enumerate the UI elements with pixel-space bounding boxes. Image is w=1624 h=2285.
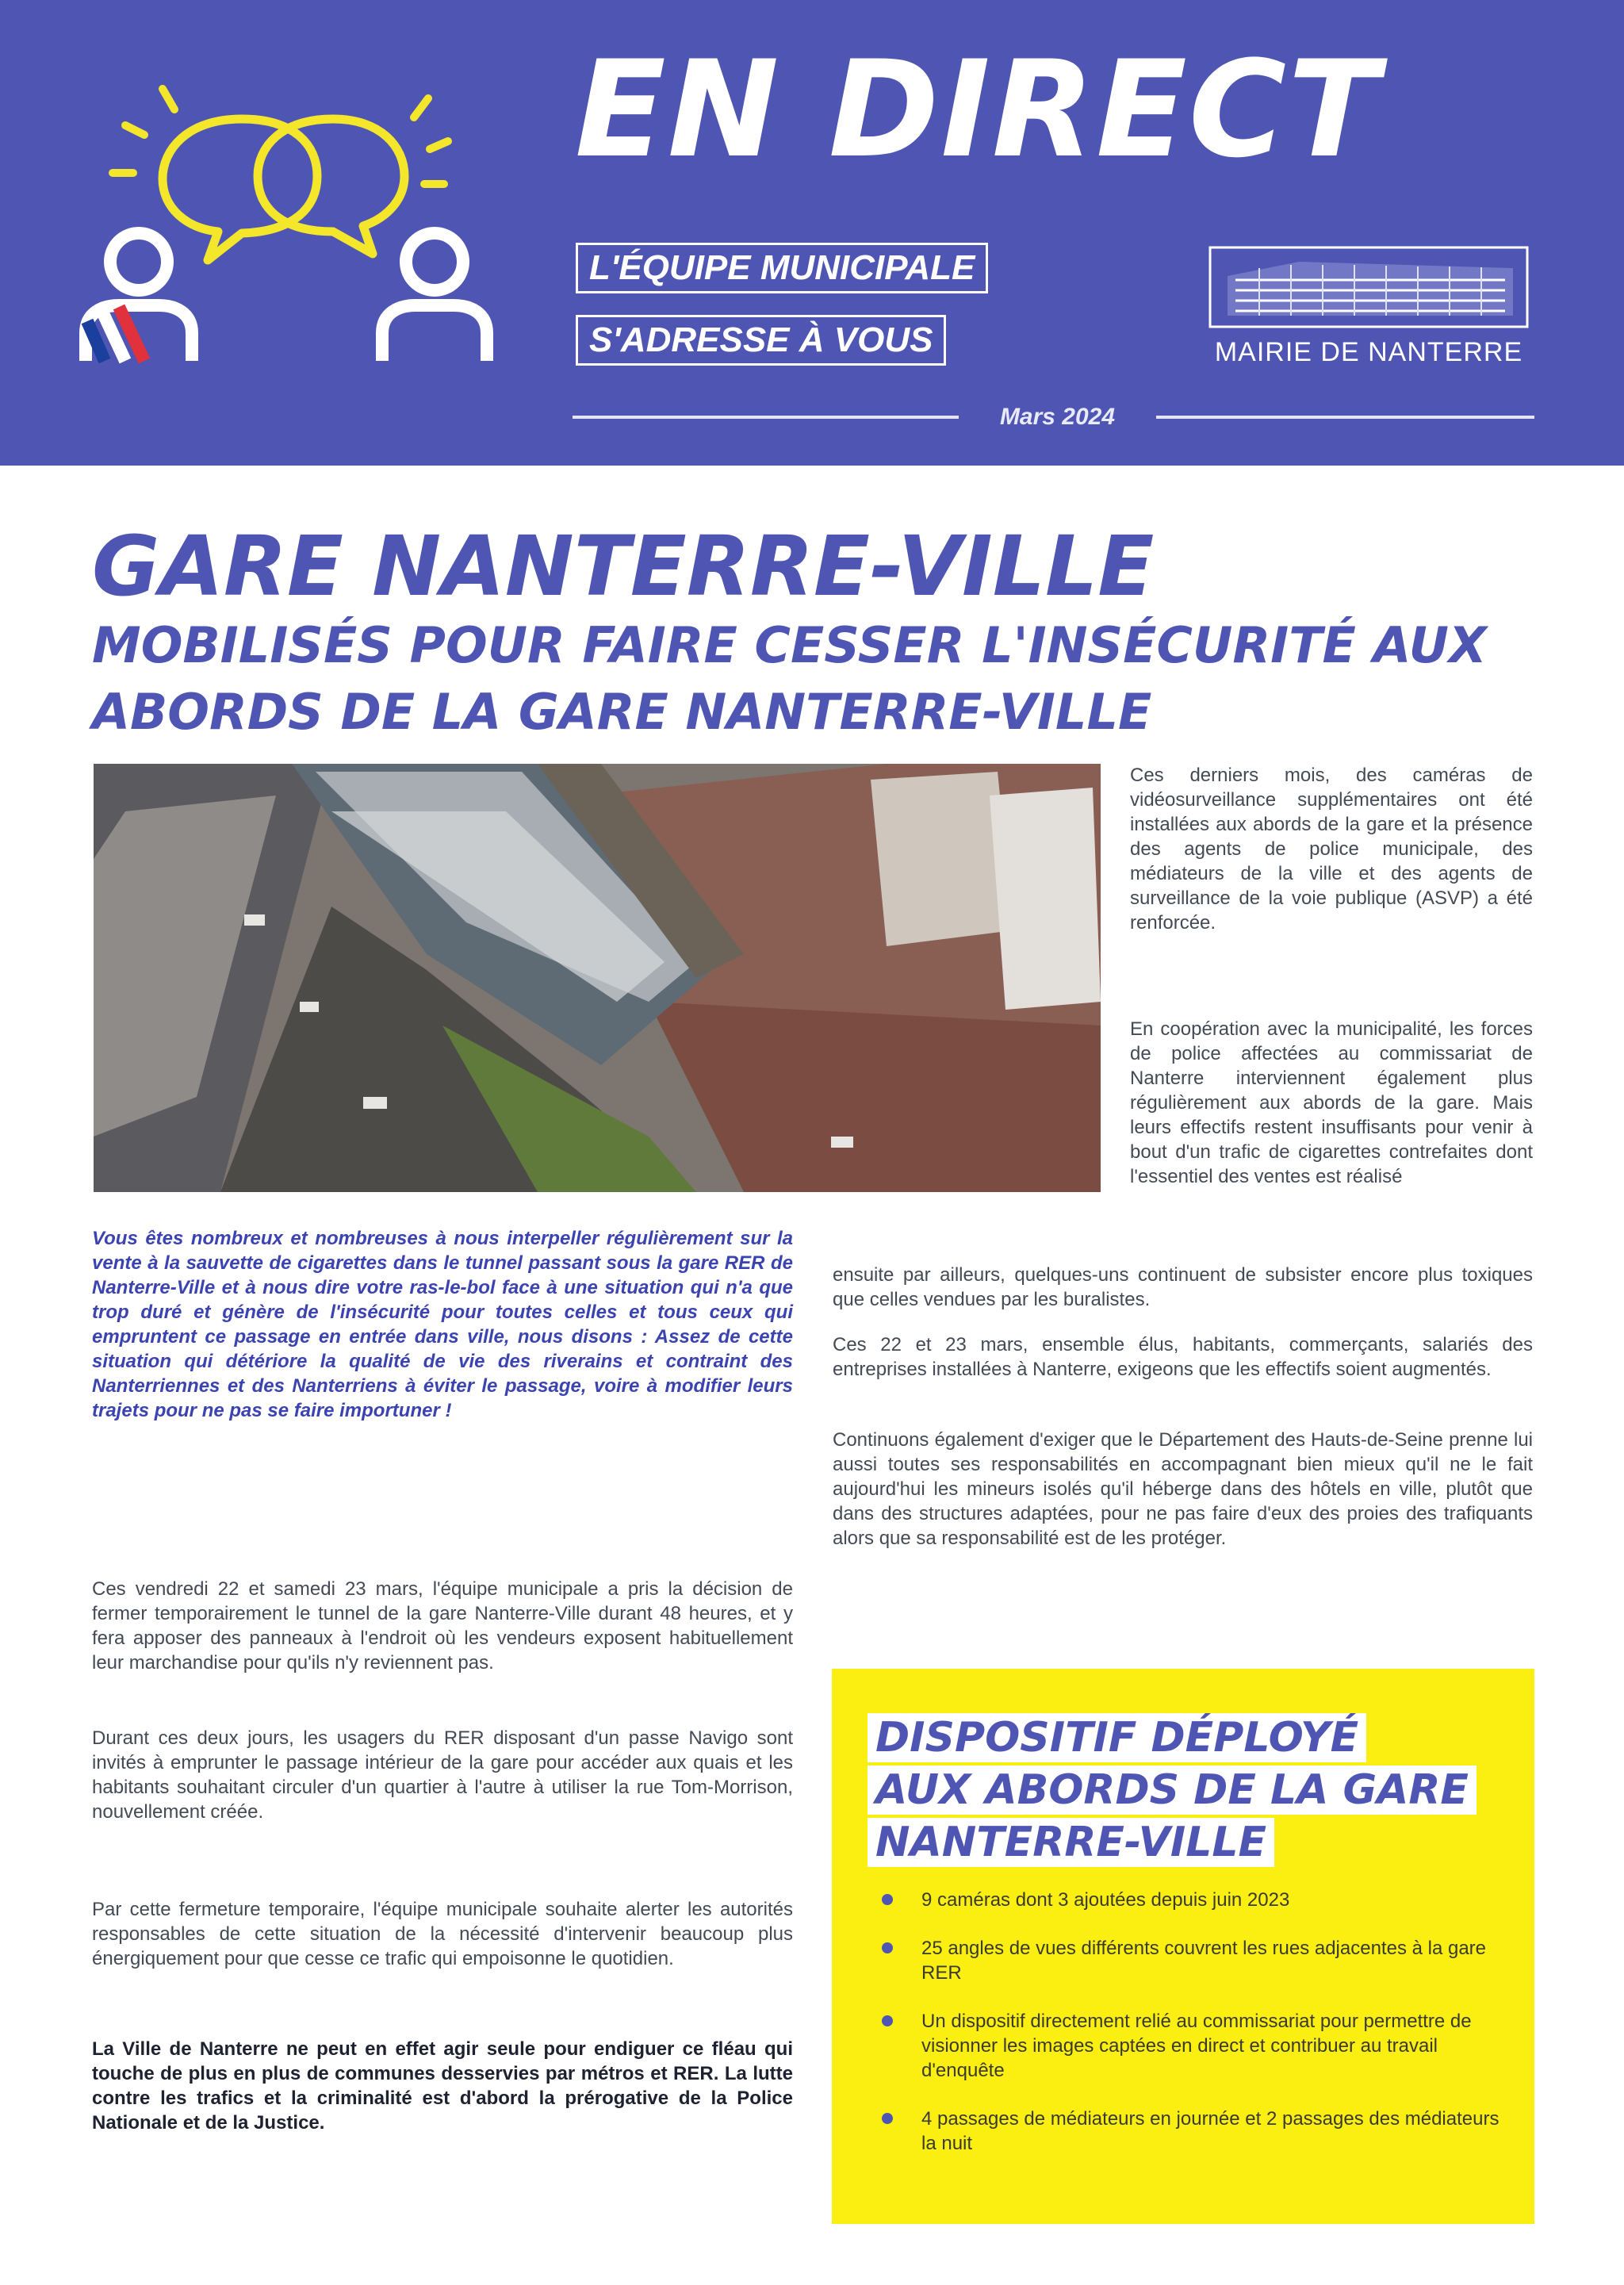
- paragraph-alert: Par cette fermeture temporaire, l'équipe municipale souhaite alerter les autorités responsables de cette situation de la nécessité d'intervenir beaucoup plus énergiquement pour que cesse ce trafic qui empoisonne le quotidien.: [92, 1899, 793, 1969]
- list-item-text: Un dispositif directement relié au commissariat pour permettre de visionner les images captées en direct et contribuer au travail d'enquête: [921, 2011, 1472, 2081]
- paragraph-cameras: Ces derniers mois, des caméras de vidéosurveillance supplémentaires ont été installées aux abords de la gare et la présence des agents de police municipale, des médiateurs de la ville et des agents de surveillance de la voie publique (ASVP) a été renforcée.: [1130, 765, 1533, 934]
- list-item-text: 25 angles de vues différents couvrent les rues adjacentes à la gare RER: [921, 1938, 1487, 1984]
- issue-date: Mars 2024: [999, 404, 1116, 430]
- tagline-line1: L'ÉQUIPE MUNICIPALE: [576, 243, 988, 293]
- header-banner: [0, 0, 1624, 466]
- box-title-line1: DISPOSITIF DÉPLOYÉ: [868, 1713, 1366, 1762]
- measures-list: [875, 1888, 1502, 2180]
- box-title-line1-wrap: [868, 1713, 1534, 1762]
- list-item-text: 4 passages de médiateurs en journée et 2 passages des médiateurs la nuit: [921, 2108, 1500, 2154]
- logo-caption: MAIRIE DE NANTERRE: [1214, 337, 1523, 367]
- paragraph-march-demand: Ces 22 et 23 mars, ensemble élus, habitants, commerçants, salariés des entreprises installées à Nanterre, exigeons que les effectifs soient augmentés.: [833, 1334, 1533, 1380]
- intro-paragraph: Vous êtes nombreux et nombreuses à nous interpeller régulièrement sur la vente à la sauvette de cigarettes dans le tunnel passant sous la gare RER de Nanterre-Ville et à nous dire votre ras-le-bol face à une situation qui n'a que trop duré et génère de l'insécurité pour toutes celles et tous ceux qui empruntent ce passage en entrée dans ville, nous disons : Assez de cette situation qui détériore la qualité de vie des riverains et contraint des Nanterriennes et des Nanterriens à éviter le passage, voire à modifier leurs trajets pour ne pas se faire importuner !: [92, 1228, 793, 1421]
- box-title-line2: AUX ABORDS DE LA GARE: [868, 1766, 1477, 1815]
- paragraph-police: En coopération avec la municipalité, les forces de police affectées au commissariat de Nanterre interviennent également plus régulièrement aux abords de la gare. Mais leurs effectifs restent insuffisants pour venir à bout d'un trafic de cigarettes contrefaites dont l'essentiel des ventes est réalisé: [1130, 1018, 1533, 1187]
- tagline-line2: S'ADRESSE À VOUS: [576, 315, 946, 366]
- bullet-icon: [882, 1894, 893, 1905]
- box-title-line3: NANTERRE-VILLE: [868, 1818, 1274, 1867]
- box-title-line2-wrap: [868, 1766, 1534, 1815]
- aerial-station-photo: [94, 764, 1101, 1192]
- bullet-icon: [882, 2113, 893, 2124]
- header-divider-left: [573, 416, 959, 419]
- paragraph-department: Continuons également d'exiger que le Département des Hauts-de-Seine prenne lui aussi toutes ses responsabilités en accompagnant bien mieux qu'il ne le fait aujourd'hui les mineurs isolés qu'il héberge dans des hôtels en ville, plutôt que dans des structures adaptées, pour ne pas faire d'eux des proies des trafiquants alors que sa responsabilité est de les protéger.: [833, 1429, 1533, 1549]
- paragraph-conclusion: La Ville de Nanterre ne peut en effet agir seule pour endiguer ce fléau qui touche de plus en plus de communes desservies par métros et RER. La lutte contre les trafics et la criminalité est d'abord la prérogative de la Police Nationale et de la Justice.: [92, 2038, 793, 2134]
- list-item: [875, 2107, 1502, 2156]
- paragraph-tunnel-closure: Ces vendredi 22 et samedi 23 mars, l'équipe municipale a pris la décision de fermer temporairement le tunnel de la gare Nanterre-Ville durant 48 heures, et y fera apposer des panneaux à l'endroit où les vendeurs exposent habituellement leur marchandise pour qu'ils n'y reviennent pas.: [92, 1578, 793, 1673]
- list-item-text: 9 caméras dont 3 ajoutées depuis juin 2023: [921, 1889, 1290, 1911]
- article-subtitle: MOBILISÉS POUR FAIRE CESSER L'INSÉCURITÉ AUX ABORDS DE LA GARE NANTERRE-VILLE: [92, 616, 1487, 741]
- paragraph-navigo: Durant ces deux jours, les usagers du RER disposant d'un passe Navigo sont invités à emprunter le passage intérieur de la gare pour accéder aux quais et les habitants souhaitant circuler d'un quartier à l'autre à utiliser la rue Tom-Morrison, nouvellement créée.: [92, 1727, 793, 1823]
- bullet-icon: [882, 2015, 893, 2026]
- speech-bubbles-icon: [0, 0, 523, 466]
- header-title: EN DIRECT: [575, 32, 1381, 187]
- box-title-line3-wrap: [868, 1818, 1534, 1867]
- article-title: GARE NANTERRE-VILLE: [92, 518, 1155, 615]
- bullet-icon: [882, 1942, 893, 1953]
- list-item: [875, 2009, 1502, 2083]
- list-item: [875, 1888, 1502, 1912]
- paragraph-cigarettes: ensuite par ailleurs, quelques-uns continuent de subsister encore plus toxiques que celles vendues par les buralistes.: [833, 1264, 1533, 1310]
- list-item: [875, 1936, 1502, 1985]
- header-divider-right: [1156, 416, 1534, 419]
